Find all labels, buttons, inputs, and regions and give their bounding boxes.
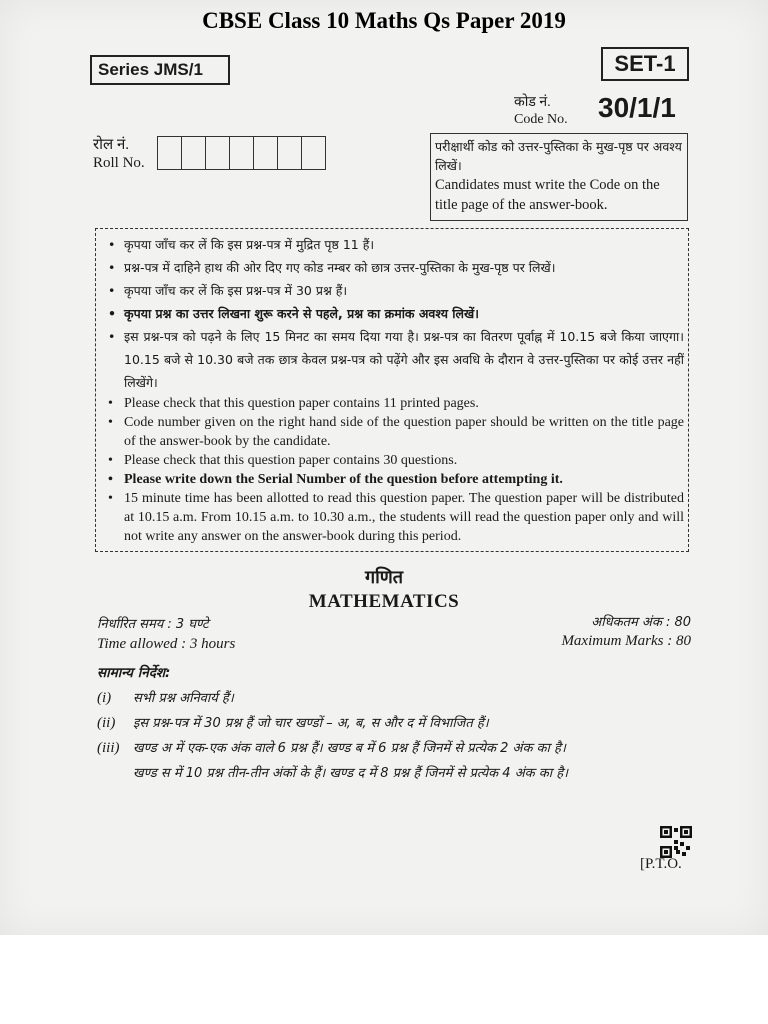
please-turn-over: [P.T.O. <box>640 856 682 872</box>
instruction-item: • कृपया जाँच कर लें कि इस प्रश्न-पत्र में मुद्रित पृष्ठ 11 हैं। <box>102 233 684 256</box>
general-instruction-text: खण्ड स में 10 प्रश्न तीन-तीन अंकों के हैं। खण्ड द में 8 प्रश्न हैं जिनमें से प्रत्येक 4 अंक का है। <box>133 766 569 781</box>
subject-hindi: गणित <box>364 567 404 588</box>
roll-digit-box[interactable] <box>181 136 206 170</box>
general-instruction-text: इस प्रश्न-पत्र में 30 प्रश्न हैं जो चार खण्डों – अ, ब, स और द में विभाजित हैं। <box>133 716 489 731</box>
set-label: SET-1 <box>601 47 689 81</box>
subject-english: MATHEMATICS <box>308 591 460 612</box>
qr-code-icon <box>660 826 692 858</box>
page-title: CBSE Class 10 Maths Qs Paper 2019 <box>202 8 566 33</box>
instruction-item: • कृपया जाँच कर लें कि इस प्रश्न-पत्र में 30 प्रश्न हैं। <box>102 279 684 302</box>
instruction-item: • Please check that this question paper contains 30 questions. <box>102 451 684 470</box>
general-instruction-number <box>97 761 133 786</box>
roll-label-english: Roll No. <box>93 155 145 171</box>
roll-digit-box[interactable] <box>229 136 254 170</box>
roll-label-hindi: रोल नं. <box>93 137 130 153</box>
general-instruction-text: सभी प्रश्न अनिवार्य हैं। <box>133 691 234 706</box>
general-instruction-item <box>97 761 697 786</box>
code-label-hindi: कोड नं. <box>514 95 551 110</box>
instruction-item: • कृपया प्रश्न का उत्तर लिखना शुरू करने से पहले, प्रश्न का क्रमांक अवश्य लिखें। <box>102 302 684 325</box>
code-note-english: Candidates must write the Code on the title page of the answer-book. <box>435 177 660 213</box>
roll-digit-box[interactable] <box>205 136 230 170</box>
roll-digit-box[interactable] <box>301 136 326 170</box>
series-label: Series JMS/1 <box>90 55 230 85</box>
instructions-box <box>95 228 689 552</box>
roll-number-boxes[interactable] <box>158 136 326 170</box>
general-instruction-number: (ii) <box>97 715 116 731</box>
general-instruction-item <box>97 686 697 711</box>
instruction-item: • Code number given on the right hand side of the question paper should be written on the title page of the answer-book by the candidate. <box>102 413 684 451</box>
maximum-marks-hindi: अधिकतम अंक : 80 <box>591 615 691 630</box>
general-instruction-number: (iii) <box>97 740 120 756</box>
code-label-english: Code No. <box>514 112 568 127</box>
roll-digit-box[interactable] <box>157 136 182 170</box>
general-instruction-number: (i) <box>97 690 112 706</box>
code-label <box>514 94 568 128</box>
general-instructions-heading: सामान्य निर्देश: <box>97 665 171 681</box>
general-instruction-item <box>97 711 697 736</box>
time-allowed-hindi: निर्धारित समय : 3 घण्टे <box>97 617 209 632</box>
instruction-item: • Please check that this question paper contains 11 printed pages. <box>102 394 684 413</box>
roll-label <box>93 136 145 172</box>
roll-digit-box[interactable] <box>253 136 278 170</box>
instruction-item: • Please write down the Serial Number of the question before attempting it. <box>102 470 684 489</box>
general-instruction-text: खण्ड अ में एक-एक अंक वाले 6 प्रश्न हैं। खण्ड ब में 6 प्रश्न हैं जिनमें से प्रत्येक 2 अंक का है। <box>133 741 566 756</box>
time-allowed-english: Time allowed : 3 hours <box>97 636 236 652</box>
general-instructions-list <box>97 686 697 786</box>
code-note-box <box>430 133 688 221</box>
code-number: 30/1/1 <box>598 92 676 123</box>
instructions-list <box>102 233 684 546</box>
code-note-hindi: परीक्षार्थी कोड को उत्तर-पुस्तिका के मुख-पृष्ठ पर अवश्य लिखें। <box>435 139 682 173</box>
roll-digit-box[interactable] <box>277 136 302 170</box>
instruction-item: • इस प्रश्न-पत्र को पढ़ने के लिए 15 मिनट का समय दिया गया है। प्रश्न-पत्र का वितरण पूर्वाह्न में 10.15 बजे किया जाएगा। 10.15 बजे से 10.30 बजे तक छात्र केवल प्रश्न-पत्र को पढ़ेंगे और इस अवधि के दौरान वे उत्तर-पुस्तिका पर कोई उत्तर नहीं लिखेंगे। <box>102 325 684 394</box>
maximum-marks-english: Maximum Marks : 80 <box>561 633 691 649</box>
instruction-item: • प्रश्न-पत्र में दाहिने हाथ की ओर दिए गए कोड नम्बर को छात्र उत्तर-पुस्तिका के मुख-पृष्ठ पर लिखें। <box>102 256 684 279</box>
general-instruction-item <box>97 736 697 761</box>
instruction-item: • 15 minute time has been allotted to read this question paper. The question paper will be distributed at 10.15 a.m. From 10.15 a.m. to 10.30 a.m., the students will read the question paper only and will not write any answer on the answer-book during this period. <box>102 489 684 546</box>
